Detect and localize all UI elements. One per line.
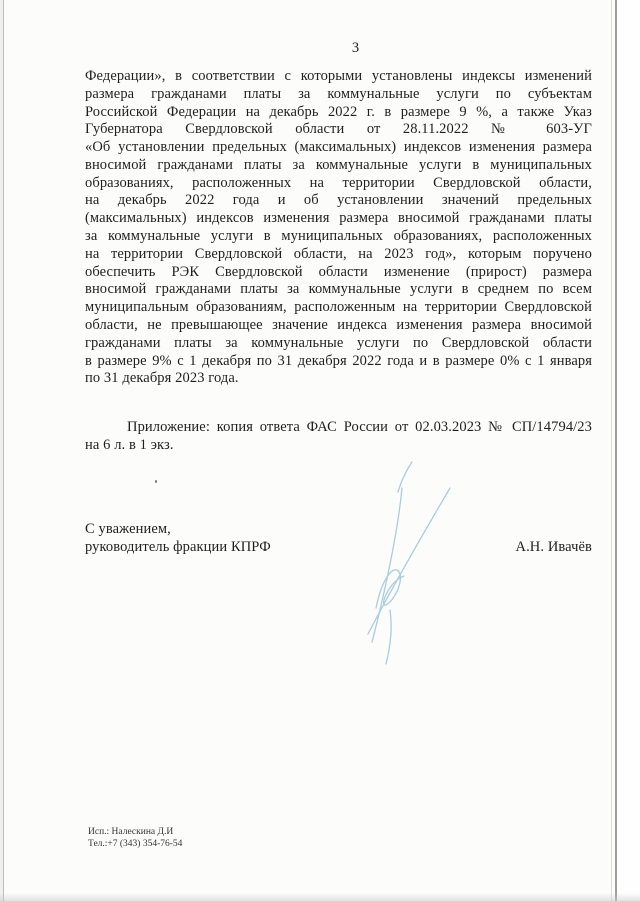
scan-right-faint-line [611,0,612,901]
paragraph-line: «Об установлении предельных (максимальных) индексов изменения размера [85,139,592,156]
paragraph-line: по 31 декабря 2023 года. [85,370,239,387]
signature-ink-icon [338,458,488,673]
paragraph-line: гражданами платы за коммунальные услуги по Свердловской области [85,334,592,351]
attachment-line: на 6 л. в 1 экз. [85,436,174,453]
signature [338,458,488,673]
paragraph-line: Федерации», в соответствии с которыми установлены индексы изменений [85,68,592,84]
scan-right-margin [617,0,640,901]
closing-position: руководитель фракции КПРФ [85,538,271,555]
scan-right-edge-line [615,0,617,901]
paragraph-line: за коммунальные услуги в муниципальных образованиях, расположенных [85,228,592,245]
signer-name: А.Н. Ивачёв [515,538,592,555]
closing-regards: С уважением, [85,521,171,537]
paragraph-line: Губернатора Свердловской области от 28.11.2022 № 603-УГ [85,121,592,138]
executor-footer [88,827,182,850]
scan-speck [155,480,157,483]
paragraph-line: (максимальных) индексов изменения размера вносимой гражданами платы [85,210,592,227]
main-paragraph [85,68,592,388]
paragraph-line: Российской Федерации на декабрь 2022 г. в размере 9 %, а также Указ [85,103,592,120]
paragraph-line: размера гражданами платы за коммунальные услуги по субъектам [85,85,592,102]
paragraph-line: на декабрь 2022 года и об установлении значений предельных [85,192,592,209]
scan-left-edge-line [3,0,4,901]
paragraph-line: муниципальным образованиям, расположенным на территории Свердловской [85,299,592,316]
attachment-line: Приложение: копия ответа ФАС России от 02.03.2023 № СП/14794/23 [127,419,592,435]
paragraph-line: вносимой гражданами платы за коммунальные услуги в среднем по всем [85,281,592,298]
paragraph-line: области, не превышающее значение индекса изменения размера вносимой [85,316,592,333]
paragraph-line: обеспечить РЭК Свердловской области изменение (прирост) размера [85,263,592,280]
executor-phone: Тел.:+7 (343) 354-76-54 [88,838,183,849]
paragraph-line: образованиях, расположенных на территории Свердловской области, [85,174,592,191]
attachment-paragraph [85,419,592,455]
paragraph-line: в размере 9% с 1 декабря по 31 декабря 2022 года и в размере 0% с 1 января [85,352,592,369]
executor-name: Исп.: Налескина Д.И [88,827,174,837]
page-number: 3 [351,40,360,56]
paragraph-line: на территории Свердловской области, на 2023 год», которым поручено [85,245,592,262]
scan-bottom-shadow [0,893,640,901]
paragraph-line: вносимой гражданами платы за коммунальные услуги в муниципальных [85,156,592,173]
